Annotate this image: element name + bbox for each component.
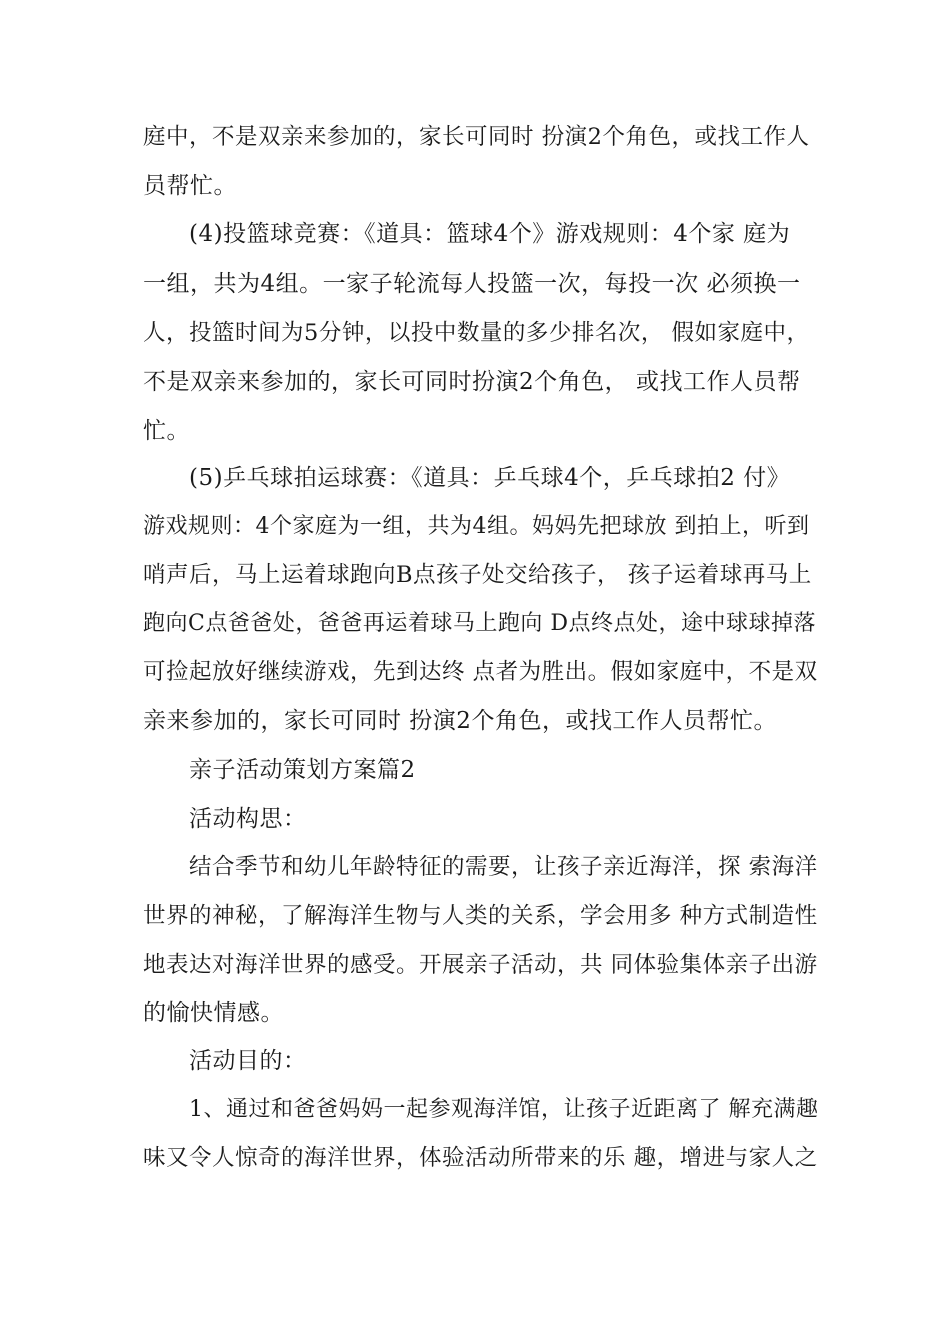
text-line-18: 地表达对海洋世界的感受。开展亲子活动，共 同体验集体亲子出游 <box>143 952 818 978</box>
text-line-13: 亲来参加的，家长可同时 扮演2个角色，或找工作人员帮忙。 <box>143 708 777 734</box>
text-line-20: 活动目的： <box>189 1048 307 1074</box>
text-line-17: 世界的神秘，了解海洋生物与人类的关系，学会用多 种方式制造性 <box>143 903 818 929</box>
text-line-16: 结合季节和幼儿年龄特征的需要，让孩子亲近海洋，探 索海洋 <box>189 854 818 880</box>
text-line-21: 1、通过和爸爸妈妈一起参观海洋馆，让孩子近距离了 解充满趣 <box>189 1097 819 1122</box>
text-line-12: 可捡起放好继续游戏，先到达终 点者为胜出。假如家庭中，不是双 <box>143 659 818 685</box>
text-line-7: 忙。 <box>143 418 190 444</box>
text-line-10: 哨声后，马上运着球跑向B点孩子处交给孩子， 孩子运着球再马上 <box>143 562 812 588</box>
text-line-11: 跑向C点爸爸处，爸爸再运着球马上跑向 D点终点处，途中球球掉落 <box>143 611 816 636</box>
text-line-22: 味又令人惊奇的海洋世界，体验活动所带来的乐 趣，增进与家人之 <box>143 1145 818 1171</box>
text-line-3: (4)投篮球竞赛：《道具：篮球4个》游戏规则：4个家 庭为 <box>189 221 791 247</box>
text-line-14: 亲子活动策划方案篇2 <box>189 757 416 783</box>
text-line-5: 人，投篮时间为5分钟，以投中数量的多少排名次， 假如家庭中， <box>143 320 810 346</box>
text-line-2: 员帮忙。 <box>143 173 237 199</box>
text-line-6: 不是双亲来参加的，家长可同时扮演2个角色， 或找工作人员帮 <box>143 369 801 395</box>
text-line-8: (5)乒乓球拍运球赛：《道具：乒乓球4个，乒乓球拍2 付》 <box>189 465 791 491</box>
text-line-9: 游戏规则：4个家庭为一组，共为4组。妈妈先把球放 到拍上，听到 <box>143 514 810 539</box>
text-line-19: 的愉快情感。 <box>143 1000 284 1026</box>
text-line-4: 一组，共为4组。一家子轮流每人投篮一次，每投一次 必须换一 <box>143 271 801 297</box>
text-line-1: 庭中，不是双亲来参加的，家长可同时 扮演2个角色，或找工作人 <box>143 124 810 150</box>
text-line-15: 活动构思： <box>189 806 307 832</box>
